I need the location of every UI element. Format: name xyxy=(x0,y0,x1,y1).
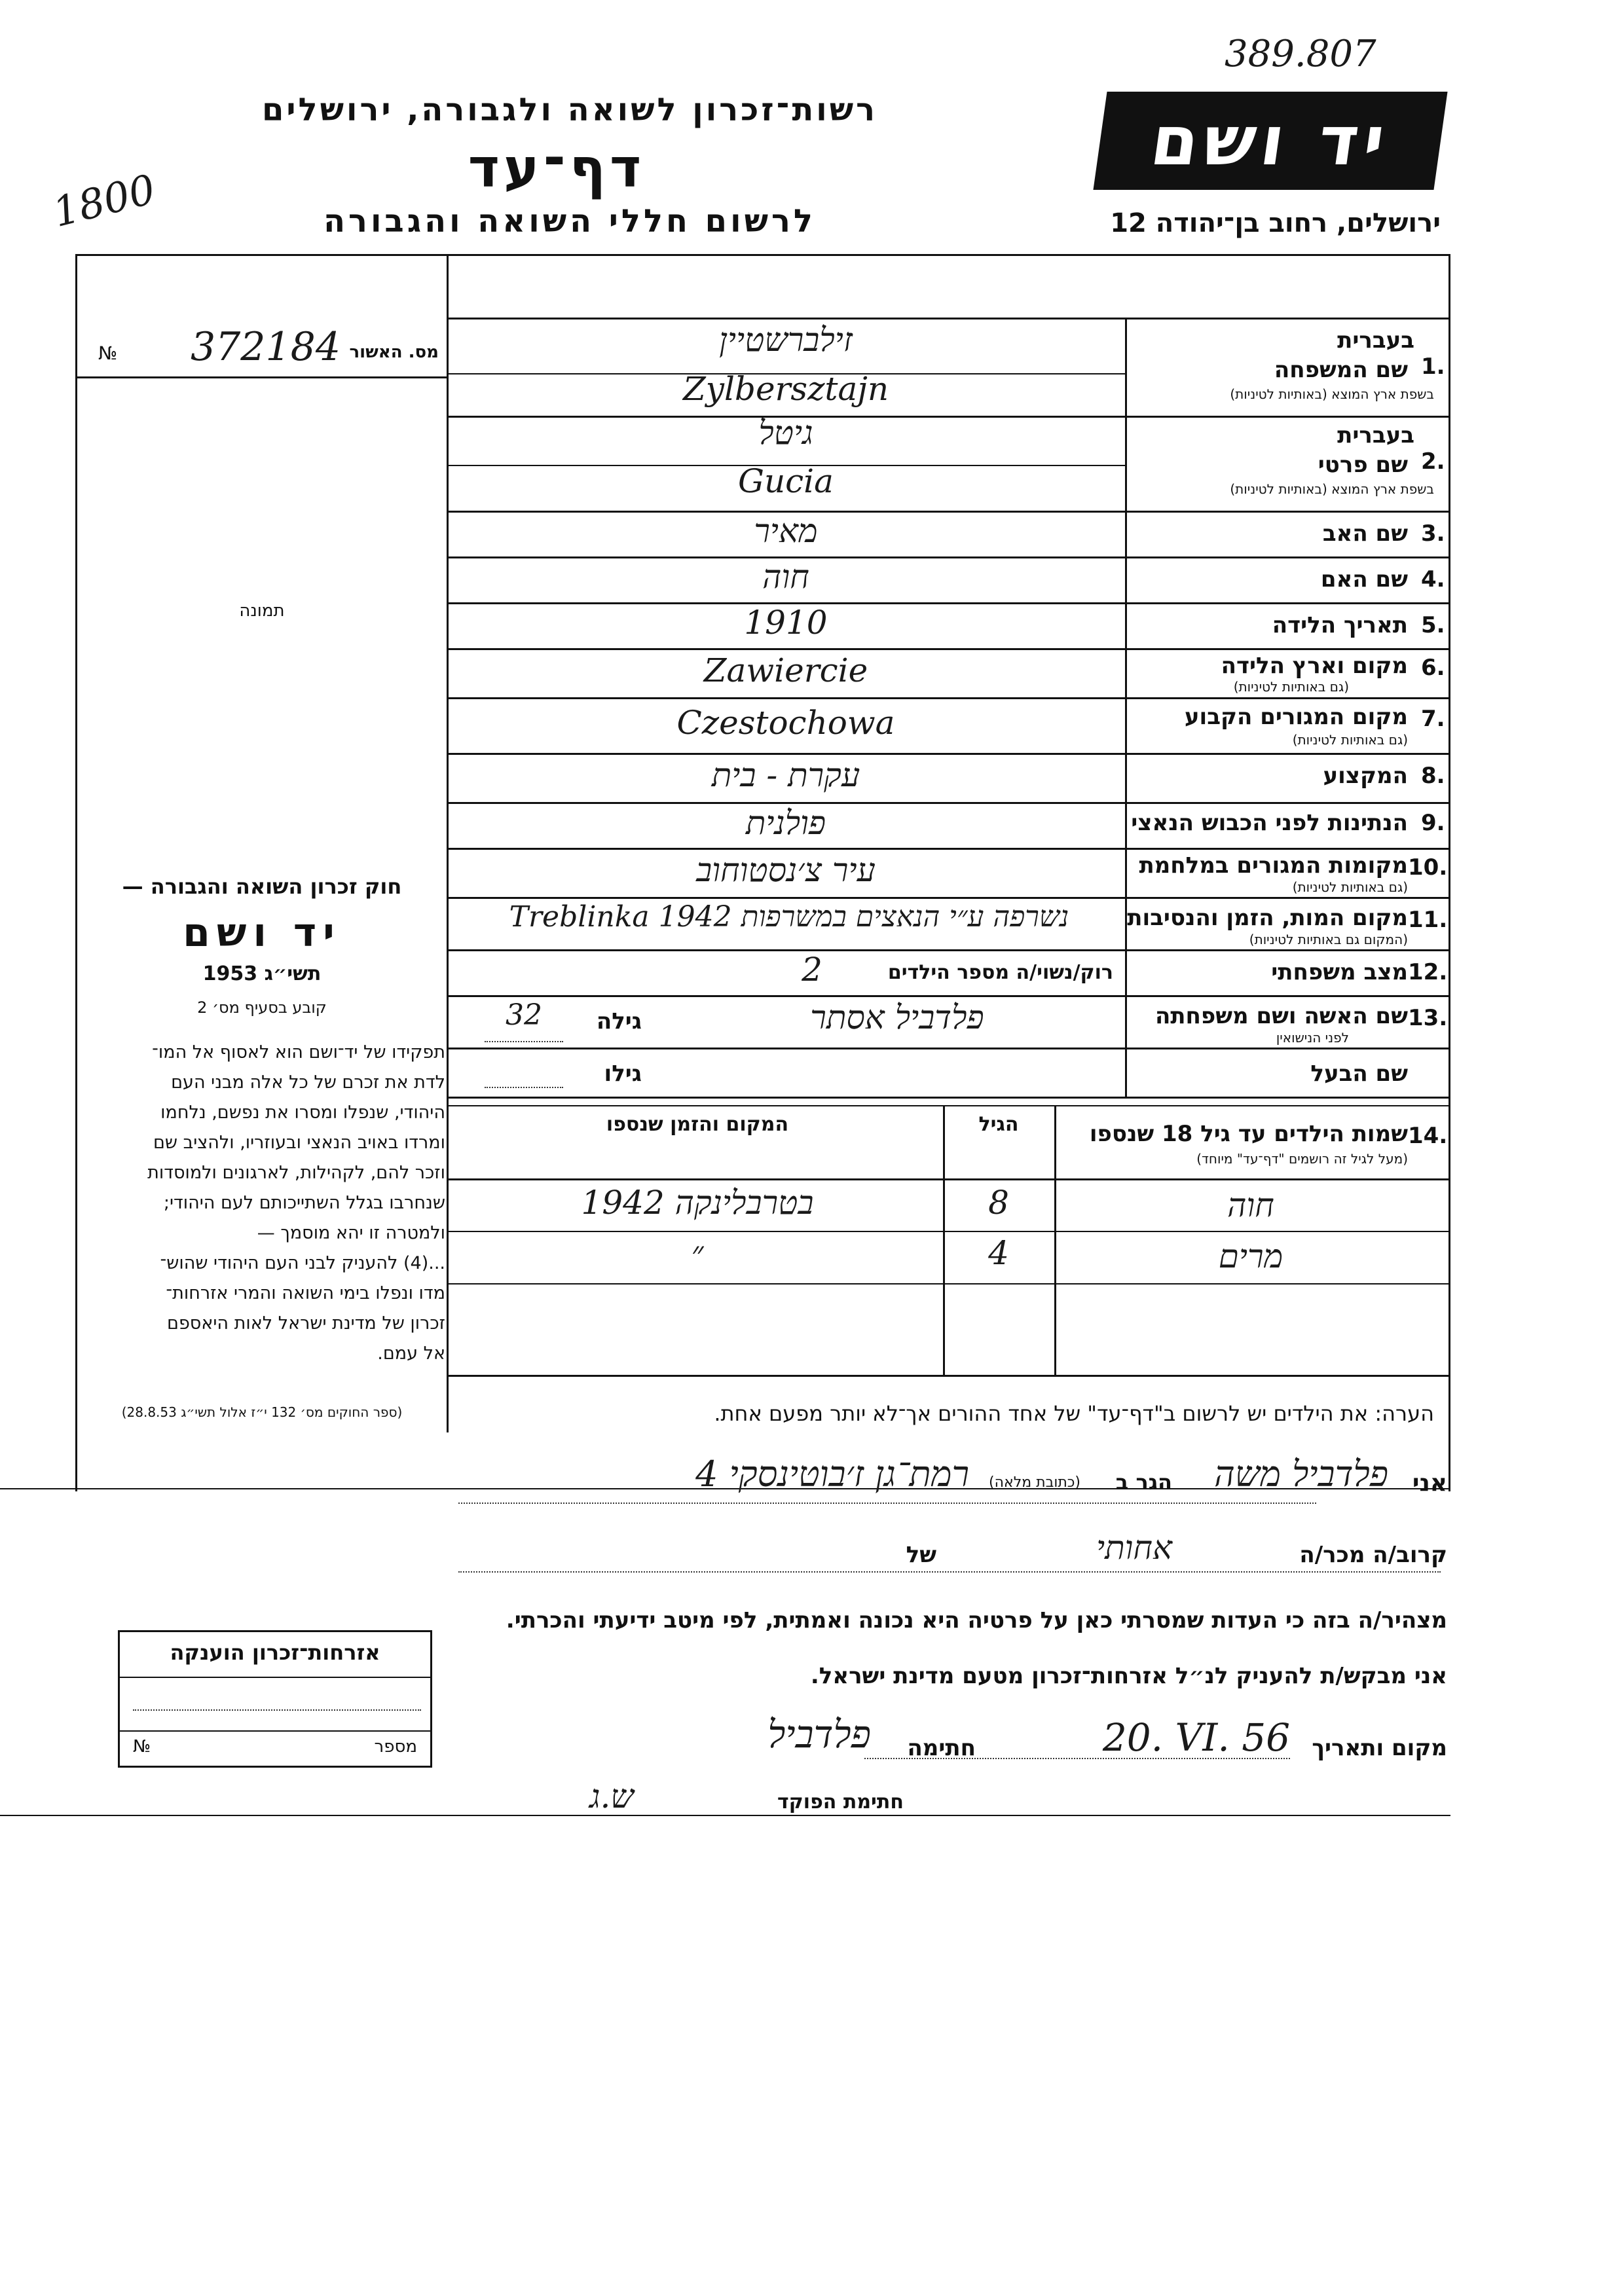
field-13-value[interactable]: פלדביל אסתר xyxy=(810,998,984,1036)
field-7-note: (גם באותיות לטיניות) xyxy=(1292,732,1408,748)
declarant-address[interactable]: רמת־גן ז׳בוטינסקי 4 xyxy=(695,1453,969,1495)
photo-label: תמונה xyxy=(239,601,285,621)
sign-line xyxy=(458,1712,1447,1768)
field-13-label: שם האשה ושם משפחתה xyxy=(1154,1003,1408,1029)
field-6-value[interactable]: Zawiercie xyxy=(703,651,868,689)
declarant-i-label: אני xyxy=(1412,1470,1447,1497)
field-1-note: בשפת ארץ המוצא (באותיות לטיניות) xyxy=(1230,386,1434,402)
children-header-note: (מעל לגיל זה רושמים "דף־עד" מיוחד) xyxy=(1196,1151,1408,1167)
law-source: (ספר החוקים מס׳ 132 י״ז אלול תשי״ג 28.8.53) xyxy=(121,1404,403,1420)
archive-number: 389.807 xyxy=(1225,33,1376,75)
approval-value: 372184 xyxy=(190,324,341,370)
field-12-value[interactable]: 2 xyxy=(802,951,822,989)
approval-no-symbol: № xyxy=(98,342,118,364)
field-10-label: מקומות המגורים במלחמת xyxy=(1139,852,1408,879)
place-date-label: מקום ותאריך xyxy=(1312,1735,1447,1761)
field-12-number: 12. xyxy=(1408,959,1448,985)
law-line: היהודי, שנפלו ומסרו את נפשם, נלחמו xyxy=(160,1102,445,1123)
law-line: לדת את זכרם של כל אלה מבני העם xyxy=(171,1072,445,1093)
husband-age-label: גילו xyxy=(604,1061,642,1087)
field-6-note: (גם באותיות לטיניות) xyxy=(1233,679,1349,695)
field-7-value[interactable]: Czestochowa xyxy=(676,704,895,742)
field-4-label: שם האם xyxy=(1320,566,1408,592)
field-12-label: מצב משפחתי xyxy=(1271,959,1408,985)
field-1-number: 1. xyxy=(1421,354,1445,380)
law-line: ומרדו באויב הנאצי ובעוזריו, ולהציב שם xyxy=(153,1133,445,1153)
child-2-age[interactable]: 4 xyxy=(988,1234,1009,1272)
field-11-label: מקום המות, הזמן והנסיבות xyxy=(1127,905,1408,931)
declaration-text: מצהיר/ה בזה כי העדות שמסרתי כאן על פרטיה היא נכונה ואמתית, לפי מיטב ידיעתי והכרתי. xyxy=(506,1607,1447,1633)
field-13-age-label: גילה xyxy=(596,1008,642,1034)
law-title: חוק זכרון השואה והגבורה — xyxy=(122,874,402,899)
field-2-label: שם פרטי xyxy=(1318,452,1408,478)
husband-label: שם הבעל xyxy=(1310,1061,1408,1087)
child-1-age[interactable]: 8 xyxy=(988,1184,1009,1222)
field-8-label: המקצוע xyxy=(1323,763,1408,789)
request-text: אני מבקש/ת להעניק לנ״ל אזרחות־זכרון מטעם מדינת ישראל. xyxy=(810,1663,1447,1689)
field-2-value-latin[interactable]: Gucia xyxy=(738,462,834,500)
field-9-value[interactable]: פולנית xyxy=(745,804,826,842)
law-line: אל עמם. xyxy=(377,1343,445,1364)
field-1-value-latin[interactable]: Zylbersztajn xyxy=(682,370,889,408)
field-2-note: בשפת ארץ המוצא (באותיות לטיניות) xyxy=(1230,481,1434,497)
yad-vashem-logo xyxy=(1093,92,1447,190)
official-signature[interactable]: ש.ג xyxy=(589,1777,634,1815)
field-11-value[interactable]: נשרפה ע״י הנאצים במשרפות Treblinka 1942 xyxy=(509,900,1069,934)
of-label: של xyxy=(906,1542,936,1568)
field-4-value[interactable]: חוה xyxy=(762,558,809,596)
field-10-number: 10. xyxy=(1408,854,1448,881)
law-clause: קובע בסעיף מס׳ 2 xyxy=(197,998,327,1017)
logo-text: יד ושם xyxy=(1145,101,1395,181)
law-line: תפקידו של יד־ושם הוא לאסוף אל המו־ xyxy=(152,1042,445,1063)
field-8-number: 8. xyxy=(1421,763,1445,789)
declarant-resides-label: הגר ב xyxy=(1115,1470,1172,1495)
field-12-children-label: רוק/נשוי/ה מספר הילדים xyxy=(887,961,1113,984)
approval-number-field[interactable] xyxy=(92,324,439,370)
field-5-label: תאריך הלידה xyxy=(1272,612,1408,638)
declarant-signature[interactable]: פלדביל xyxy=(767,1712,871,1757)
children-note: הערה: את הילדים יש לרשום ב"דף־עד" של אחד ההורים אך־לא יותר מפעם אחת. xyxy=(714,1401,1434,1426)
field-6-number: 6. xyxy=(1421,655,1445,681)
child-2-place[interactable]: ״ xyxy=(691,1234,704,1272)
margin-note: 1800 xyxy=(48,164,160,237)
field-10-value[interactable]: עיר צ׳נסטוחוב xyxy=(696,851,876,889)
declarant-date[interactable]: 20. VI. 56 xyxy=(1102,1715,1290,1760)
field-2-value-he[interactable]: גיטל xyxy=(758,414,813,452)
law-year: תשי״ג 1953 xyxy=(202,962,322,985)
citizenship-title: אזרחות־זכרון הוענקה xyxy=(170,1640,380,1665)
official-signature-label: חתימת הפוקד xyxy=(777,1791,904,1813)
law-line: וזכר להם, לקהילות, לארגונים ולמוסדות xyxy=(147,1163,445,1183)
law-line: ...(4) להעניק לבני העם היהודי שהוש־ xyxy=(160,1253,445,1273)
org-line: רשות־זכרון לשואה ולגבורה, ירושלים xyxy=(261,92,878,128)
field-1-lang: בעברית xyxy=(1337,327,1414,354)
law-name: יד ושם xyxy=(183,910,341,956)
law-line: ולמטרה זו יהא מוסמך — xyxy=(257,1223,445,1243)
field-11-note: (המקום גם באותיות לטיניות) xyxy=(1249,932,1408,947)
law-line: שנחרבו בגלל השתייכותם לעם היהודי; xyxy=(163,1193,445,1213)
child-2-name[interactable]: מרים xyxy=(1218,1237,1283,1275)
field-9-label: הנתינות לפני הכבוש הנאצי xyxy=(1131,810,1408,836)
relation-value[interactable]: אחותי xyxy=(1096,1529,1172,1567)
declarant-name[interactable]: פלדביל משה xyxy=(1214,1453,1388,1495)
field-13-note: לפני הנישואין xyxy=(1276,1030,1349,1046)
field-7-number: 7. xyxy=(1421,706,1445,732)
field-3-label: שם האב xyxy=(1322,520,1408,547)
field-5-number: 5. xyxy=(1421,612,1445,638)
declarant-address-note: (כתובת מלאה) xyxy=(989,1474,1080,1491)
field-10-note: (גם באותיות לטיניות) xyxy=(1292,879,1408,895)
law-line: מדו ונפלו בימי השואה והמרי אזרחות־ xyxy=(166,1283,445,1303)
field-13-number: 13. xyxy=(1408,1005,1448,1031)
address-line: ירושלים, רחוב בן־יהודה 12 xyxy=(1110,208,1441,238)
field-3-number: 3. xyxy=(1421,520,1445,547)
field-13-age-value[interactable]: 32 xyxy=(506,998,542,1032)
field-2-lang: בעברית xyxy=(1337,422,1414,448)
citizenship-number-label: מספר xyxy=(374,1737,417,1757)
form-subtitle: לרשום חללי השואה והגבורה xyxy=(323,203,816,240)
children-number: 14. xyxy=(1408,1123,1448,1149)
field-1-value-he[interactable]: זילברשטיין xyxy=(719,321,853,359)
field-4-number: 4. xyxy=(1421,566,1445,592)
child-1-name[interactable]: חוה xyxy=(1227,1186,1274,1224)
citizenship-no-symbol: № xyxy=(133,1737,151,1757)
citizenship-box xyxy=(118,1630,432,1768)
form-title: דף־עד xyxy=(468,137,646,200)
relation-label: קרוב/ה מכר/ה xyxy=(1299,1542,1447,1568)
children-col-place: המקום והזמן שנספו xyxy=(606,1113,789,1136)
children-header: שמות הילדים עד גיל 18 שנספו xyxy=(1089,1121,1408,1147)
field-7-label: מקום המגורים הקבוע xyxy=(1184,704,1408,730)
children-col-age: הגיל xyxy=(978,1113,1019,1136)
field-3-value[interactable]: מאיר xyxy=(754,512,818,550)
field-8-value[interactable]: עקרת - בית xyxy=(711,756,860,794)
field-6-label: מקום וארץ הלידה xyxy=(1221,653,1408,679)
law-line: זכרון של מדינת ישראל לאות היאספם xyxy=(167,1313,445,1334)
signature-label: חתימה xyxy=(907,1735,976,1761)
field-1-label: שם המשפחה xyxy=(1274,357,1408,383)
field-11-number: 11. xyxy=(1408,907,1448,933)
field-2-number: 2. xyxy=(1421,448,1445,475)
declarant-line xyxy=(458,1453,1447,1506)
approval-label: מס. האשור xyxy=(349,342,439,362)
child-1-place[interactable]: בטרבלינקה 1942 xyxy=(581,1184,814,1222)
law-text xyxy=(79,1038,445,1369)
field-5-value[interactable]: 1910 xyxy=(744,604,828,642)
field-9-number: 9. xyxy=(1421,810,1445,836)
